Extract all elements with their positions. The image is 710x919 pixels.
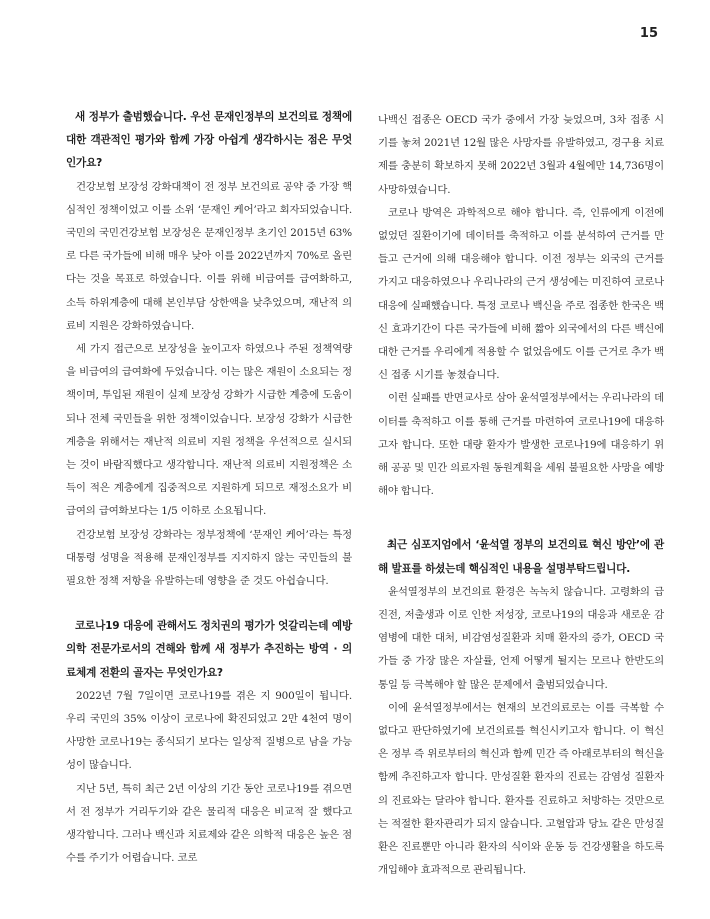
answer-2-paragraph: 코로나 방역은 과학적으로 해야 합니다. 즉, 인류에게 이전에 없었던 질환이기에 데이터를 축적하고 이를 분석하여 근거를 만들고 근거에 의해 대응해야 합니다. 이전 정부는 외국의 근거를 가지고 대응하였으나 우리나라의 근거 생성에는 미진하여 코로나 대응에 실패했습니다. 특정 코로나 백신을 주로 접종한 한국은 백신 효과기간이 다른 국가들에 비해 짧아 외국에서의 다른 백신에 대한 근거를 우리에게 적용할 수 없었음에도 이를 근거로 추가 백신 접종 시기를 놓쳤습니다. [378, 206, 664, 382]
answer-2-paragraph: 2022년 7월 7일이면 코로나19를 겪은 지 900일이 됩니다. 우리 국민의 35% 이상이 코로나에 확진되었고 2만 4천여 명이 사망한 코로나19는 종식되기 보다는 일상적 질병으로 남을 가능성이 많습니다. [66, 689, 352, 772]
answer-2-paragraph: 지난 5년, 특히 최근 2년 이상의 기간 동안 코로나19를 겪으면서 전 정부가 거리두기와 같은 물리적 대응은 비교적 잘 했다고 생각합니다. 그러나 백신과 치료제와 같은 의학적 대응은 높은 점수를 주기가 어렵습니다. 코로 [66, 782, 352, 865]
answer-1-paragraph: 건강보험 보장성 강화라는 정부정책에 ‘문재인 케어’라는 특정 대통령 성명을 적용해 문재인정부를 지지하지 않는 국민들의 불필요한 정책 저항을 유발하는데 영향을 준 것도 아쉽습니다. [66, 528, 352, 588]
answer-3-paragraph: 이에 윤석열정부에서는 현재의 보건의료로는 이를 극복할 수 없다고 판단하였기에 보건의료를 혁신시키고자 합니다. 이 혁신은 정부 즉 위로부터의 혁신과 함께 민간 즉 아래로부터의 혁신을 함께 추진하고자 합니다. 만성질환 환자의 진료는 감염성 질환자의 진료와는 달라야 합니다. 환자를 진료하고 처방하는 것만으로는 적절한 환자관리가 되지 않습니다. 고혈압과 당뇨 같은 만성질환은 진료뿐만 아니라 환자의 식이와 운동 등 건강생활을 하도록 개입해야 효과적으로 관리됩니다. [378, 701, 664, 877]
question-1: 새 정부가 출범했습니다. 우선 문재인정부의 보건의료 정책에 대한 객관적인 평가와 함께 가장 아쉽게 생각하시는 점은 무엇인가요? [66, 111, 352, 170]
answer-1-paragraph: 건강보험 보장성 강화대책이 전 정부 보건의료 공약 중 가장 핵심적인 정책이었고 이를 소위 ‘문재인 케어’라고 회자되었습니다. 국민의 국민건강보험 보장성은 문재인정부 초기인 2015년 63%로 다른 국가들에 비해 매우 낮아 이를 2022년까지 70%로 올린다는 것을 목표로 하였습니다. 이를 위해 비급여를 급여화하고, 소득 하위계층에 대해 본인부담 상한액을 낮추었으며, 재난적 의료비 지원은 강화하였습니다. [66, 180, 352, 332]
question-3: 최근 심포지엄에서 ‘윤석열 정부의 보건의료 혁신 방안’에 관해 발표를 하셨는데 핵심적인 내용을 설명부탁드립니다. [378, 539, 664, 575]
right-column [378, 109, 664, 883]
answer-2-continued: 나백신 접종은 OECD 국가 중에서 가장 늦었으며, 3차 접종 시기를 놓쳐 2021년 12월 많은 사망자를 유발하였고, 경구용 치료제를 충분히 확보하지 못해 2022년 3월과 4월에만 14,736명이 사망하였습니다. [378, 114, 664, 196]
answer-2-paragraph: 이런 실패를 반면교사로 삼아 윤석열정부에서는 우리나라의 데이터를 축적하고 이를 통해 근거를 마련하여 코로나19에 대응하고자 합니다. 또한 대량 환자가 발생한 코로나19에 대응하기 위해 공공 및 민간 의료자원 동원계획을 세워 불필요한 사망을 예방해야 합니다. [378, 392, 664, 498]
page-number: 15 [639, 26, 658, 41]
answer-1-paragraph: 세 가지 접근으로 보장성을 높이고자 하였으나 주된 정책역량을 비급여의 급여화에 두었습니다. 이는 많은 재원이 소요되는 정책이며, 투입된 재원이 실제 보장성 강화가 시급한 계층에 도움이 되나 전체 국민들을 위한 정책이었습니다. 보장성 강화가 시급한 계층을 위해서는 재난적 의료비 지원 정책을 우선적으로 실시되는 것이 바람직했다고 생각합니다. 재난적 의료비 지원정책은 소득이 적은 계층에게 집중적으로 지원하게 되므로 재정소요가 비급여의 급여화보다는 1/5 이하로 소요됩니다. [66, 343, 352, 518]
question-2: 코로나19 대응에 관해서도 정치권의 평가가 엇갈리는데 예방의학 전문가로서의 견해와 함께 새 정부가 추진하는 방역 · 의료체계 전환의 골자는 무엇인가요? [66, 620, 352, 679]
left-column [66, 106, 352, 871]
answer-3-paragraph: 윤석열정부의 보건의료 환경은 녹녹치 않습니다. 고령화의 급진전, 저출생과 이로 인한 저성장, 코로나19의 대응과 새로운 감염병에 대한 대처, 비감염성질환과 치매 환자의 증가, OECD 국가들 중 가장 많은 자살률, 언제 어떻게 될지는 모르나 한반도의 통일 등 극복해야 할 많은 문제에서 출범되었습니다. [378, 585, 664, 691]
